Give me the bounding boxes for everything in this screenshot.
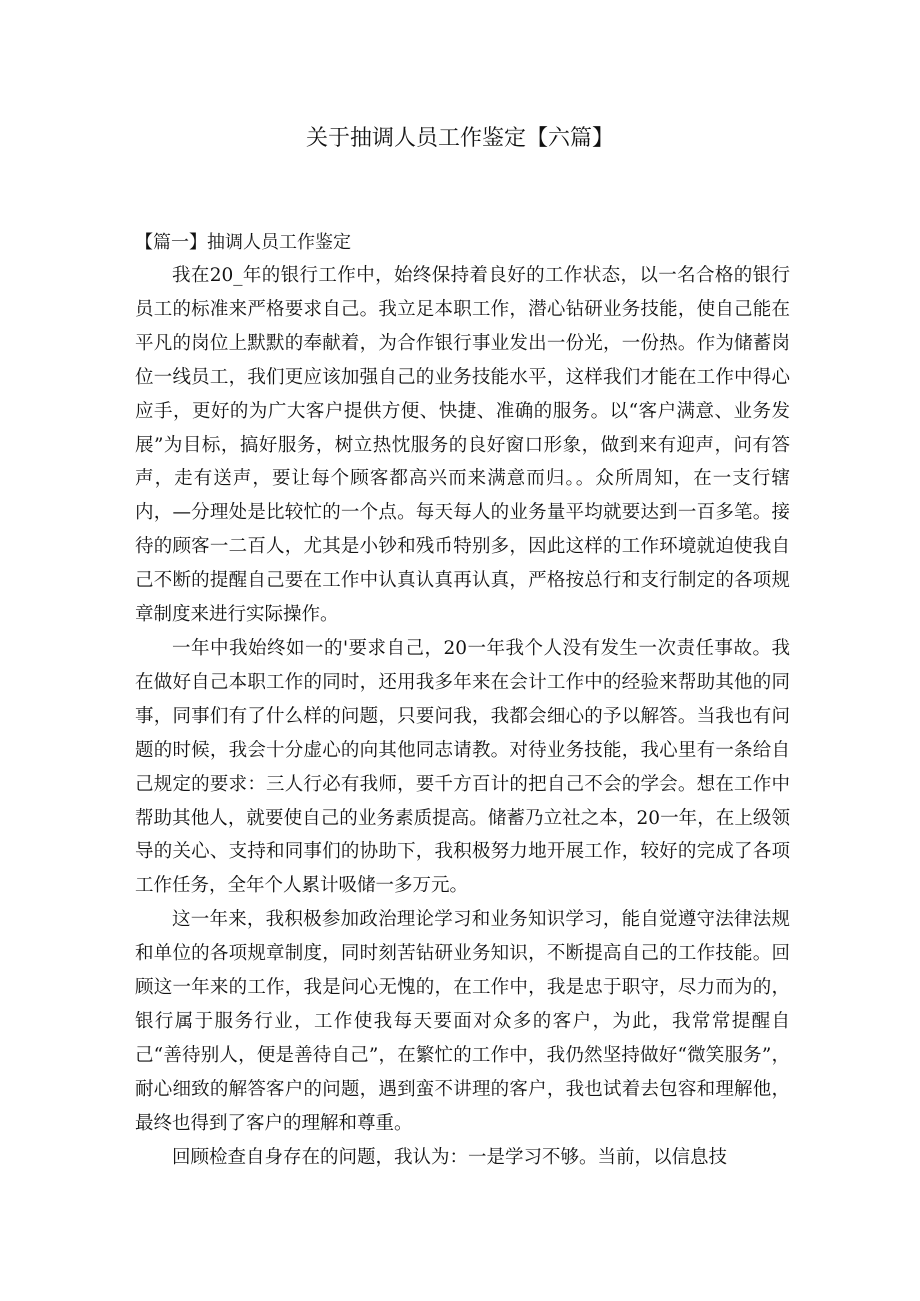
section-heading: 【篇一】抽调人员工作鉴定 [135,232,351,253]
paragraph-3: 这一年来，我积极参加政治理论学习和业务知识学习，能自觉遵守法律法规和单位的各项规章制度，同时刻苦钻研业务知识，不断提高自己的工作技能。回顾这一年来的工作，我是问心无愧的，在工作中，我是忠于职守，尽力而为的，银行属于服务行业，工作使我每天要面对众多的客户，为此，我常常提醒自己“善待别人，便是善待自己”，在繁忙的工作中，我仍然坚持做好“微笑服务”，耐心细致的解答客户的问题，遇到蛮不讲理的客户，我也试着去包容和理解他，最终也得到了客户的理解和尊重。 [135,909,790,1134]
document-title: 关于抽调人员工作鉴定【六篇】 [305,126,614,151]
paragraph-4: 回顾检查自身存在的问题，我认为：一是学习不够。当前，以信息技 [172,1146,728,1168]
paragraph-2: 一年中我始终如一的'要求自己，20一年我个人没有发生一次责任事故。我在做好自己本职工作的同时，还用我多年来在会计工作中的经验来帮助其他的同事，同事们有了什么样的问题，只要问我，我都会细心的予以解答。当我也有问题的时候，我会十分虚心的向其他同志请教。对待业务技能，我心里有一条给自己规定的要求：三人行必有我师，要千方百计的把自己不会的学会。想在工作中帮助其他人，就要使自己的业务素质提高。储蓄乃立社之本，20一年，在上级领导的关心、支持和同事们的协助下，我积极努力地开展工作，较好的完成了各项工作任务，全年个人累计吸储一多万元。 [135,637,790,897]
paragraph-1: 我在20_年的银行工作中，始终保持着良好的工作状态，以一名合格的银行员工的标准来严格要求自己。我立足本职工作，潜心钻研业务技能，使自己能在平凡的岗位上默默的奉献着，为合作银行事业发出一份光，一份热。作为储蓄岗位一线员工，我们更应该加强自己的业务技能水平，这样我们才能在工作中得心应手，更好的为广大客户提供方便、快捷、准确的服务。以“客户满意、业务发展”为目标，搞好服务，树立热忱服务的良好窗口形象，做到来有迎声，问有答声，走有送声，要让每个顾客都高兴而来满意而归。。众所周知，在一支行辖内，—分理处是比较忙的一个点。每天每人的业务量平均就要达到一百多笔。接待的顾客一二百人，尤其是小钞和残币特别多，因此这样的工作环境就迫使我自己不断的提醒自己要在工作中认真认真再认真，严格按总行和支行制定的各项规章制度来进行实际操作。 [135,265,790,626]
document-body [135,226,790,1174]
